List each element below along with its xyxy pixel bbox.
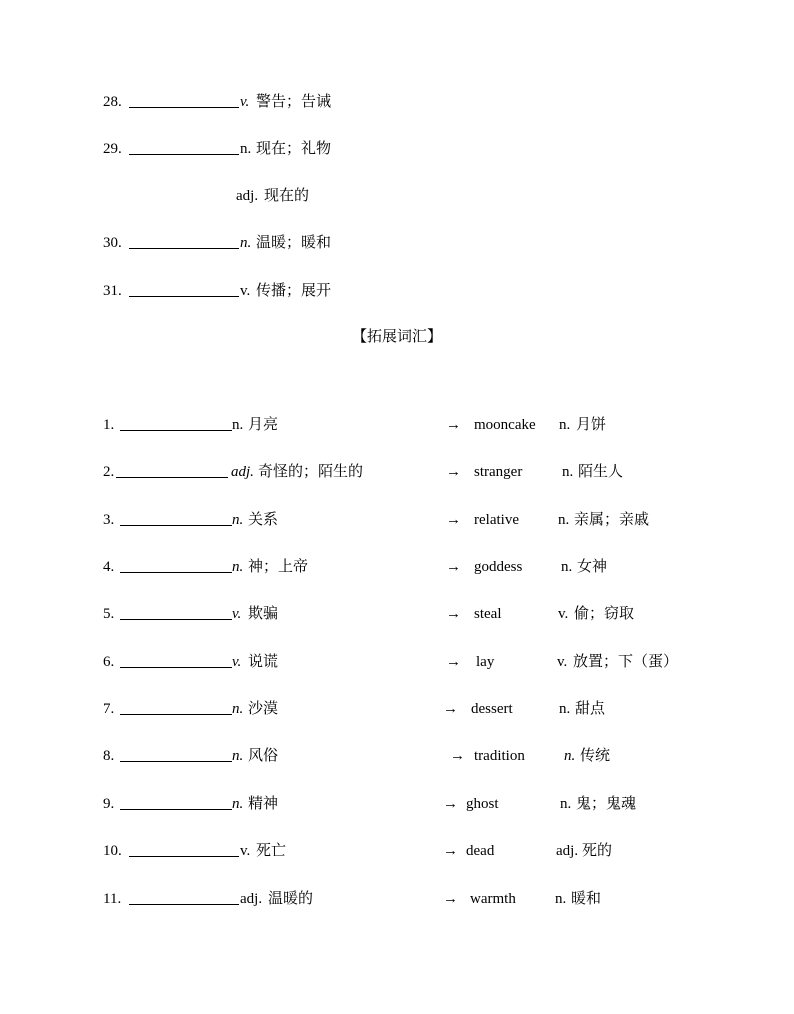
item-number: 7. <box>103 701 115 717</box>
definition: 关系 <box>248 512 279 528</box>
arrow-icon: → <box>443 796 458 812</box>
arrow-icon: → <box>446 606 461 622</box>
definition: 温暖；暖和 <box>256 235 332 251</box>
derived-definition: 暖和 <box>571 891 602 907</box>
expand-item-7 <box>0 699 794 719</box>
item-number: 3. <box>103 512 115 528</box>
part-of-speech: n. <box>232 512 244 528</box>
derived-word: warmth <box>470 891 516 907</box>
vocab-item-28 <box>0 92 794 112</box>
part-of-speech: n. <box>232 701 244 717</box>
item-number: 11. <box>103 891 122 907</box>
derived-word: steal <box>474 606 502 622</box>
derived-part-of-speech: v. <box>557 654 568 670</box>
part-of-speech: v. <box>232 654 242 670</box>
definition: 神；上帝 <box>248 559 309 575</box>
derived-definition: 死的 <box>582 843 613 859</box>
definition: 沙漠 <box>248 701 279 717</box>
item-number: 1. <box>103 417 115 433</box>
derived-part-of-speech: n. <box>561 559 573 575</box>
answer-blank[interactable] <box>120 667 232 668</box>
derived-definition: 女神 <box>577 559 608 575</box>
part-of-speech: adj. <box>240 891 263 907</box>
answer-blank[interactable] <box>120 525 232 526</box>
part-of-speech: n. <box>232 796 244 812</box>
expand-item-11 <box>0 889 794 909</box>
definition: 欺骗 <box>248 606 279 622</box>
vocab-item-29 <box>0 139 794 159</box>
vocab-item-29-alt <box>0 186 794 206</box>
derived-word: tradition <box>474 748 525 764</box>
part-of-speech: v. <box>240 843 251 859</box>
derived-definition: 传统 <box>580 748 611 764</box>
definition: 传播；展开 <box>256 283 332 299</box>
part-of-speech: n. <box>232 559 244 575</box>
arrow-icon: → <box>443 701 458 717</box>
derived-part-of-speech: v. <box>558 606 569 622</box>
answer-blank[interactable] <box>120 761 232 762</box>
item-number: 9. <box>103 796 115 812</box>
derived-word: mooncake <box>474 417 536 433</box>
derived-definition: 鬼；鬼魂 <box>576 796 637 812</box>
answer-blank[interactable] <box>120 809 232 810</box>
expand-item-6 <box>0 652 794 672</box>
derived-word: relative <box>474 512 519 528</box>
arrow-icon: → <box>446 654 461 670</box>
vocab-item-31 <box>0 281 794 301</box>
definition: 现在；礼物 <box>256 141 332 157</box>
item-number: 30. <box>103 235 122 251</box>
part-of-speech: v. <box>232 606 242 622</box>
expand-item-8 <box>0 746 794 766</box>
derived-definition: 亲属；亲戚 <box>574 512 650 528</box>
derived-word: stranger <box>474 464 523 480</box>
derived-part-of-speech: n. <box>562 464 574 480</box>
derived-part-of-speech: n. <box>559 701 571 717</box>
expand-item-5 <box>0 604 794 624</box>
arrow-icon: → <box>446 559 461 575</box>
answer-blank[interactable] <box>129 107 239 108</box>
item-number: 4. <box>103 559 115 575</box>
expand-item-9 <box>0 794 794 814</box>
part-of-speech: n. <box>240 235 252 251</box>
derived-part-of-speech: adj. <box>556 843 579 859</box>
item-number: 10. <box>103 843 122 859</box>
derived-definition: 月饼 <box>576 417 607 433</box>
item-number: 29. <box>103 141 122 157</box>
derived-part-of-speech: n. <box>560 796 572 812</box>
derived-part-of-speech: n. <box>558 512 570 528</box>
answer-blank[interactable] <box>129 154 239 155</box>
answer-blank[interactable] <box>116 477 228 478</box>
derived-part-of-speech: n. <box>555 891 567 907</box>
section-title: 【拓展词汇】 <box>351 329 442 345</box>
answer-blank[interactable] <box>120 619 232 620</box>
answer-blank[interactable] <box>129 248 239 249</box>
definition: 现在的 <box>264 188 310 204</box>
part-of-speech: n. <box>232 748 244 764</box>
definition: 风俗 <box>248 748 279 764</box>
definition: 精神 <box>248 796 279 812</box>
arrow-icon: → <box>443 891 458 907</box>
item-number: 6. <box>103 654 115 670</box>
definition: 死亡 <box>256 843 287 859</box>
definition: 警告；告诫 <box>256 94 332 110</box>
item-number: 8. <box>103 748 115 764</box>
expand-item-2 <box>0 462 794 482</box>
definition: 说谎 <box>248 654 279 670</box>
item-number: 5. <box>103 606 115 622</box>
expand-item-10 <box>0 841 794 861</box>
answer-blank[interactable] <box>120 430 232 431</box>
item-number: 2. <box>103 464 115 480</box>
answer-blank[interactable] <box>120 714 232 715</box>
part-of-speech: v. <box>240 283 251 299</box>
vocab-item-30 <box>0 233 794 253</box>
answer-blank[interactable] <box>120 572 232 573</box>
derived-word: goddess <box>474 559 523 575</box>
derived-definition: 放置；下（蛋） <box>573 654 679 670</box>
definition: 月亮 <box>248 417 279 433</box>
derived-word: dessert <box>471 701 513 717</box>
arrow-icon: → <box>443 843 458 859</box>
part-of-speech: n. <box>232 417 244 433</box>
part-of-speech: adj. <box>231 464 254 480</box>
definition: 温暖的 <box>268 891 314 907</box>
answer-blank[interactable] <box>129 904 239 905</box>
part-of-speech: n. <box>240 141 252 157</box>
expand-item-3 <box>0 510 794 530</box>
derived-word: dead <box>466 843 495 859</box>
part-of-speech: v. <box>240 94 250 110</box>
answer-blank[interactable] <box>129 296 239 297</box>
answer-blank[interactable] <box>129 856 239 857</box>
arrow-icon: → <box>446 417 461 433</box>
arrow-icon: → <box>446 464 461 480</box>
derived-definition: 陌生人 <box>578 464 624 480</box>
definition: 奇怪的；陌生的 <box>258 464 364 480</box>
derived-definition: 甜点 <box>575 701 606 717</box>
item-number: 31. <box>103 283 122 299</box>
derived-word: ghost <box>466 796 499 812</box>
expand-item-4 <box>0 557 794 577</box>
derived-part-of-speech: n. <box>564 748 576 764</box>
item-number: 28. <box>103 94 122 110</box>
derived-definition: 偷；窃取 <box>574 606 635 622</box>
arrow-icon: → <box>450 748 465 764</box>
expand-item-1 <box>0 415 794 435</box>
part-of-speech: adj. <box>236 188 259 204</box>
derived-word: lay <box>476 654 495 670</box>
arrow-icon: → <box>446 512 461 528</box>
derived-part-of-speech: n. <box>559 417 571 433</box>
